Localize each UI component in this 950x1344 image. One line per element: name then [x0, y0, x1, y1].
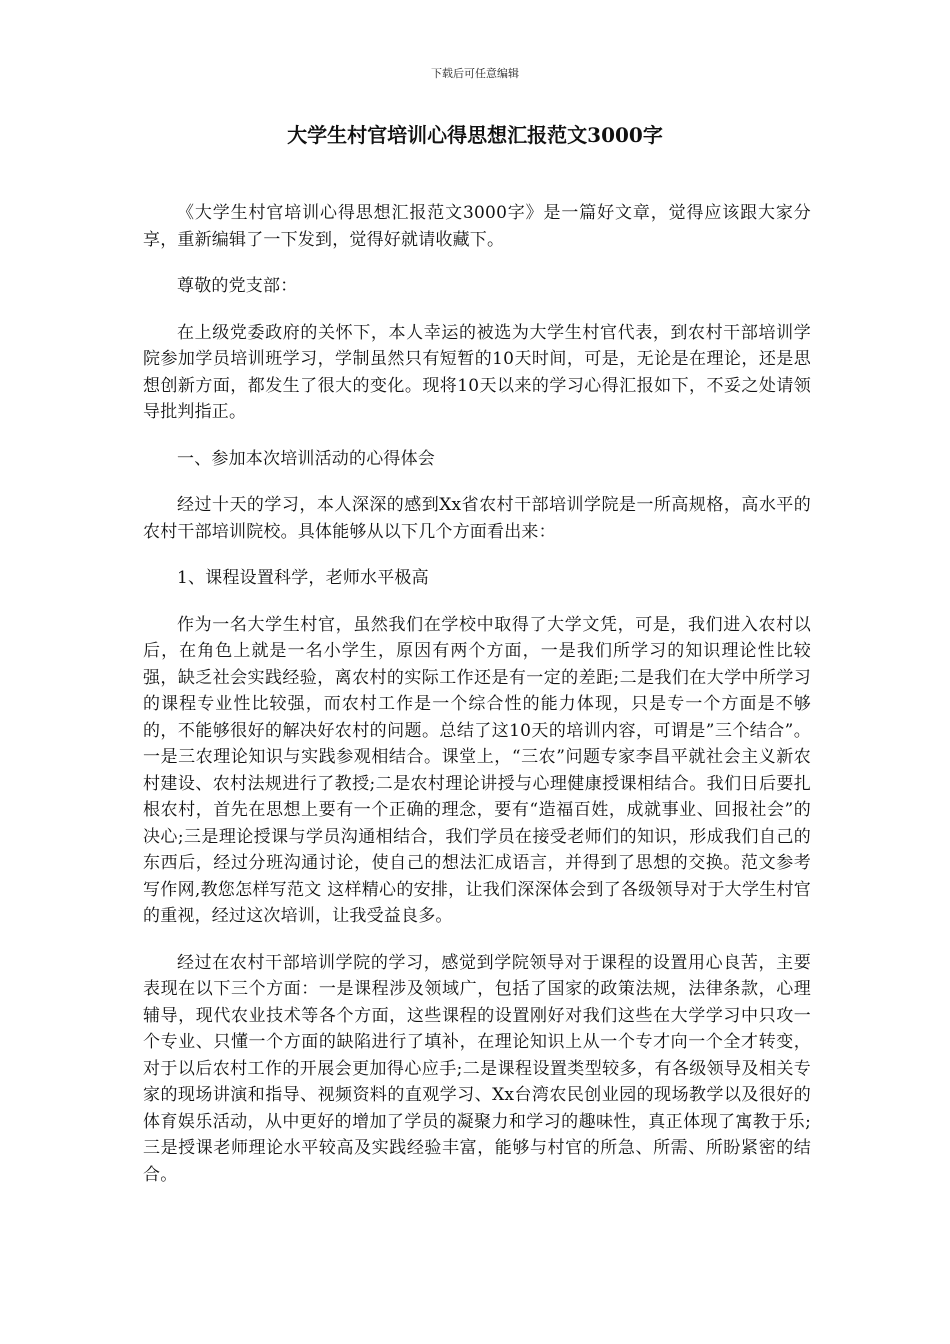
salutation: 尊敬的党支部： [177, 276, 298, 296]
subsection-heading: 1、课程设置科学，老师水平极高 [177, 568, 429, 588]
body-paragraph: 作为一名大学生村官，虽然我们在学校中取得了大学文凭，可是，我们进入农村以后，在角色上就是一名小学生，原因有两个方面，一是我们所学习的知识理论性比较强，缺乏社会实践经验，离农村的实际工作还是有一定的差距;二是我们在大学中所学习的课程专业性比较强，而农村工作是一个综合性的能力体现，只是专一个方面是不够的，不能够很好的解决好农村的问题。总结了这10天的培训内容，可谓是”三个结合”。一是三农理论知识与实践参观相结合。课堂上，“三农”问题专家李昌平就社会主义新农村建设、农村法规进行了教授;二是农村理论讲授与心理健康授课相结合。我们日后要扎根农村，首先在思想上要有一个正确的理念，要有“造福百姓，成就事业、回报社会”的决心;三是理论授课与学员沟通相结合，我们学员在接受老师们的知识，形成我们自己的东西后，经过分班沟通讨论，使自己的想法汇成语言，并得到了思想的交换。范文参考写作网,教您怎样写范文 这样精心的安排，让我们深深体会到了各级领导对于大学生村官的重视，经过这次培训，让我受益良多。 [143, 614, 811, 926]
opening-paragraph: 在上级党委政府的关怀下，本人幸运的被选为大学生村官代表，到农村干部培训学院参加学员培训班学习，学制虽然只有短暂的10天时间，可是，无论是在理论，还是思想创新方面，都发生了很大的变化。现将10天以来的学习心得汇报如下，不妥之处请领导批判指正。 [143, 322, 811, 422]
document-body [143, 200, 811, 1208]
section-heading: 一、参加本次培训活动的心得体会 [177, 448, 435, 469]
intro-paragraph: 《大学生村官培训心得思想汇报范文3000字》是一篇好文章，觉得应该跟大家分享，重新编辑了一下发到，觉得好就请收藏下。 [143, 203, 811, 250]
section-intro-paragraph: 经过十天的学习，本人深深的感到Xx省农村干部培训学院是一所高规格，高水平的农村干部培训院校。具体能够从以下几个方面看出来： [143, 495, 811, 542]
body-paragraph: 经过在农村干部培训学院的学习，感觉到学院领导对于课程的设置用心良苦，主要表现在以下三个方面：一是课程涉及领域广，包括了国家的政策法规，法律条款，心理辅导，现代农业技术等各个方面，这些课程的设置刚好对我们这些在大学学习中只攻一个专业、只懂一个方面的缺陷进行了填补，在理论知识上从一个专才向一个全才转变，对于以后农村工作的开展会更加得心应手;二是课程设置类型较多，有各级领导及相关专家的现场讲演和指导、视频资料的直观学习、Xx台湾农民创业园的现场教学以及很好的体育娱乐活动，从中更好的增加了学员的凝聚力和学习的趣味性，真正体现了寓教于乐;三是授课老师理论水平较高及实践经验丰富，能够与村官的所急、所需、所盼紧密的结合。 [143, 952, 811, 1185]
document-title: 大学生村官培训心得思想汇报范文3000字 [287, 123, 663, 147]
header-note: 下载后可任意编辑 [431, 67, 519, 80]
